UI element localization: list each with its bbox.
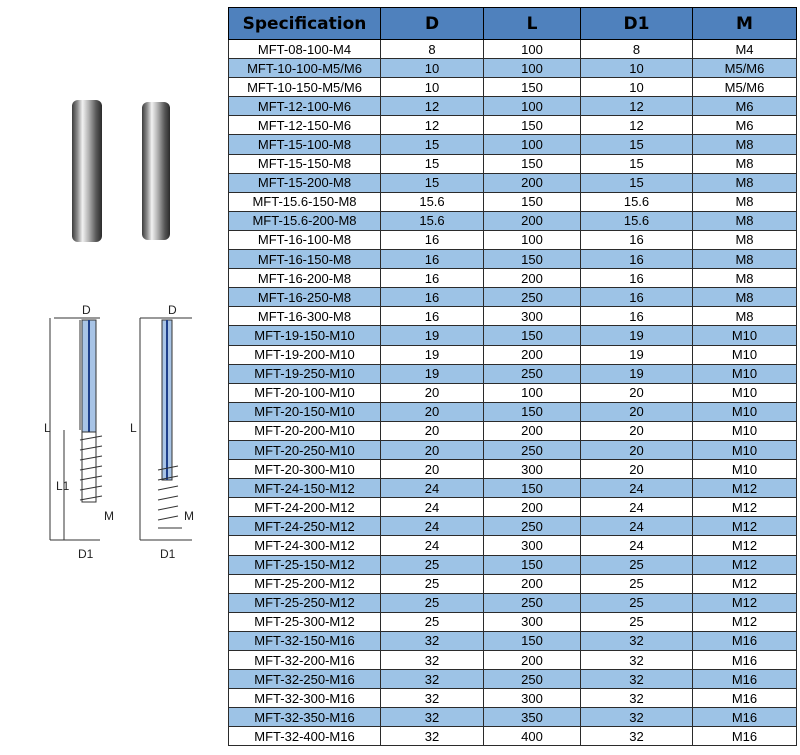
cell-specification: MFT-24-150-M12 [229,479,381,498]
cell-m: M12 [693,498,797,517]
label-m: M [104,509,114,523]
cell-l: 150 [484,631,581,650]
cell-d1: 20 [581,402,693,421]
cell-d1: 24 [581,498,693,517]
cell-specification: MFT-20-250-M10 [229,440,381,459]
cell-d: 16 [381,230,484,249]
cell-m: M6 [693,116,797,135]
cell-m: M16 [693,727,797,746]
cell-d: 20 [381,402,484,421]
table-row [229,230,797,249]
cell-d: 25 [381,612,484,631]
cell-l: 150 [484,326,581,345]
cell-l: 100 [484,230,581,249]
cell-d: 19 [381,364,484,383]
dimension-drawing [20,300,220,580]
cell-d: 20 [381,460,484,479]
cell-d1: 16 [581,269,693,288]
cell-d1: 20 [581,460,693,479]
cell-d1: 16 [581,230,693,249]
table-row [229,727,797,746]
label-d: D [82,303,91,317]
table-row [229,593,797,612]
cell-m: M12 [693,536,797,555]
cell-m: M5/M6 [693,78,797,97]
cell-d: 20 [381,421,484,440]
cell-d: 32 [381,631,484,650]
table-row [229,517,797,536]
cell-m: M8 [693,269,797,288]
cell-d1: 20 [581,421,693,440]
cell-specification: MFT-25-300-M12 [229,612,381,631]
cell-d: 32 [381,689,484,708]
cell-m: M16 [693,631,797,650]
cell-m: M10 [693,421,797,440]
cell-d: 12 [381,116,484,135]
table-row [229,689,797,708]
cell-d1: 32 [581,689,693,708]
cell-specification: MFT-15.6-150-M8 [229,192,381,211]
table-row [229,383,797,402]
cell-l: 300 [484,460,581,479]
cell-m: M12 [693,479,797,498]
cell-m: M8 [693,192,797,211]
cell-l: 100 [484,97,581,116]
cell-d: 32 [381,727,484,746]
rod-photo [50,90,210,250]
cell-d: 20 [381,383,484,402]
cell-m: M8 [693,230,797,249]
cell-d1: 20 [581,440,693,459]
cell-d: 12 [381,97,484,116]
cell-m: M12 [693,612,797,631]
cell-l: 200 [484,574,581,593]
cell-specification: MFT-15-150-M8 [229,154,381,173]
cell-m: M16 [693,689,797,708]
cell-specification: MFT-19-250-M10 [229,364,381,383]
cell-d1: 24 [581,536,693,555]
cell-d: 15 [381,135,484,154]
table-row [229,59,797,78]
table-row [229,97,797,116]
cell-d1: 32 [581,631,693,650]
cell-d: 32 [381,651,484,670]
table-row [229,269,797,288]
cell-l: 100 [484,40,581,59]
cell-d1: 25 [581,574,693,593]
cell-d1: 10 [581,78,693,97]
table-row [229,574,797,593]
table-row [229,78,797,97]
cell-d1: 16 [581,250,693,269]
label-d1: D1 [78,547,94,561]
cell-d: 15 [381,154,484,173]
cell-d: 19 [381,326,484,345]
cell-m: M10 [693,326,797,345]
cell-specification: MFT-15.6-200-M8 [229,211,381,230]
cell-specification: MFT-32-400-M16 [229,727,381,746]
cell-d1: 15.6 [581,211,693,230]
cell-l: 200 [484,421,581,440]
col-d: D [381,8,484,40]
cell-specification: MFT-20-100-M10 [229,383,381,402]
cell-l: 100 [484,383,581,402]
cell-m: M8 [693,211,797,230]
cell-l: 100 [484,59,581,78]
cell-specification: MFT-32-200-M16 [229,651,381,670]
table-row [229,440,797,459]
cell-d1: 12 [581,97,693,116]
cell-m: M10 [693,440,797,459]
cell-l: 150 [484,192,581,211]
header-row [229,8,797,40]
cell-d: 24 [381,479,484,498]
cell-specification: MFT-10-150-M5/M6 [229,78,381,97]
cell-d1: 32 [581,651,693,670]
label-l1: L1 [56,479,70,493]
cell-l: 250 [484,364,581,383]
cell-specification: MFT-32-250-M16 [229,670,381,689]
cell-specification: MFT-24-200-M12 [229,498,381,517]
cell-l: 250 [484,440,581,459]
cell-specification: MFT-32-150-M16 [229,631,381,650]
cell-d1: 12 [581,116,693,135]
cell-m: M10 [693,345,797,364]
cell-d: 20 [381,440,484,459]
cell-l: 150 [484,402,581,421]
cell-d1: 25 [581,555,693,574]
specification-table [228,7,797,746]
cell-specification: MFT-32-350-M16 [229,708,381,727]
cell-d1: 25 [581,593,693,612]
cell-l: 150 [484,116,581,135]
cell-m: M8 [693,250,797,269]
table-row [229,135,797,154]
cell-l: 400 [484,727,581,746]
cell-specification: MFT-16-250-M8 [229,288,381,307]
cell-l: 200 [484,211,581,230]
cell-d1: 24 [581,479,693,498]
table-row [229,345,797,364]
cell-m: M8 [693,135,797,154]
cell-d1: 15.6 [581,192,693,211]
label-l-right: L [130,421,137,435]
cell-l: 150 [484,555,581,574]
table-row [229,421,797,440]
table-row [229,498,797,517]
cell-specification: MFT-25-200-M12 [229,574,381,593]
cell-specification: MFT-08-100-M4 [229,40,381,59]
cell-d: 19 [381,345,484,364]
cell-d1: 16 [581,307,693,326]
cell-m: M8 [693,307,797,326]
cell-d1: 19 [581,326,693,345]
table-row [229,651,797,670]
cell-specification: MFT-20-200-M10 [229,421,381,440]
col-m: M [693,8,797,40]
cell-d: 24 [381,517,484,536]
cell-specification: MFT-15-200-M8 [229,173,381,192]
cell-d: 16 [381,307,484,326]
cell-d: 25 [381,574,484,593]
cell-l: 250 [484,593,581,612]
cell-specification: MFT-24-250-M12 [229,517,381,536]
cell-d1: 8 [581,40,693,59]
table-row [229,479,797,498]
cell-specification: MFT-15-100-M8 [229,135,381,154]
col-d1: D1 [581,8,693,40]
label-m-right: M [184,509,194,523]
cell-specification: MFT-10-100-M5/M6 [229,59,381,78]
table-row [229,250,797,269]
table-row [229,211,797,230]
cell-d: 25 [381,555,484,574]
cell-d1: 15 [581,154,693,173]
label-l: L [44,421,51,435]
cell-d: 10 [381,59,484,78]
rod-photo-right [142,102,170,240]
cell-l: 250 [484,288,581,307]
cell-d1: 24 [581,517,693,536]
cell-m: M10 [693,460,797,479]
cell-d1: 32 [581,727,693,746]
cell-d: 15 [381,173,484,192]
table-row [229,536,797,555]
cell-specification: MFT-12-100-M6 [229,97,381,116]
cell-d: 16 [381,269,484,288]
cell-l: 350 [484,708,581,727]
cell-d1: 10 [581,59,693,78]
cell-m: M16 [693,670,797,689]
cell-l: 250 [484,517,581,536]
cell-specification: MFT-12-150-M6 [229,116,381,135]
cell-d: 16 [381,288,484,307]
cell-specification: MFT-32-300-M16 [229,689,381,708]
cell-d1: 15 [581,135,693,154]
table-row [229,192,797,211]
cell-d1: 20 [581,383,693,402]
col-specification: Specification [229,8,381,40]
cell-d: 25 [381,593,484,612]
cell-m: M8 [693,173,797,192]
table-row [229,154,797,173]
cell-l: 150 [484,250,581,269]
cell-specification: MFT-25-250-M12 [229,593,381,612]
table-row [229,116,797,135]
rod-photo-left [72,100,102,242]
cell-specification: MFT-19-200-M10 [229,345,381,364]
cell-specification: MFT-19-150-M10 [229,326,381,345]
cell-d1: 15 [581,173,693,192]
cell-m: M12 [693,574,797,593]
cell-l: 300 [484,536,581,555]
product-images [0,0,228,755]
table-row [229,670,797,689]
cell-m: M6 [693,97,797,116]
cell-d1: 25 [581,612,693,631]
cell-specification: MFT-20-300-M10 [229,460,381,479]
cell-l: 300 [484,307,581,326]
table-row [229,402,797,421]
cell-l: 200 [484,651,581,670]
cell-d: 32 [381,708,484,727]
cell-m: M8 [693,154,797,173]
col-l: L [484,8,581,40]
table-row [229,364,797,383]
cell-d1: 32 [581,708,693,727]
cell-d: 15.6 [381,192,484,211]
table-row [229,288,797,307]
table-row [229,460,797,479]
cell-l: 150 [484,479,581,498]
cell-specification: MFT-24-300-M12 [229,536,381,555]
cell-d1: 19 [581,364,693,383]
cell-l: 150 [484,154,581,173]
cell-l: 200 [484,345,581,364]
cell-m: M12 [693,593,797,612]
cell-l: 200 [484,173,581,192]
table-row [229,307,797,326]
cell-d: 24 [381,536,484,555]
cell-l: 300 [484,689,581,708]
cell-d1: 16 [581,288,693,307]
cell-specification: MFT-25-150-M12 [229,555,381,574]
cell-specification: MFT-16-200-M8 [229,269,381,288]
cell-m: M12 [693,555,797,574]
cell-specification: MFT-16-100-M8 [229,230,381,249]
table-row [229,173,797,192]
cell-d1: 32 [581,670,693,689]
cell-l: 250 [484,670,581,689]
cell-l: 200 [484,498,581,517]
cell-l: 150 [484,78,581,97]
table-row [229,708,797,727]
cell-d: 16 [381,250,484,269]
cell-d: 32 [381,670,484,689]
cell-m: M16 [693,651,797,670]
cell-specification: MFT-16-150-M8 [229,250,381,269]
cell-l: 300 [484,612,581,631]
cell-m: M10 [693,364,797,383]
cell-m: M12 [693,517,797,536]
label-d-right: D [168,303,177,317]
cell-m: M10 [693,402,797,421]
cell-d: 24 [381,498,484,517]
cell-specification: MFT-16-300-M8 [229,307,381,326]
cell-d: 15.6 [381,211,484,230]
cell-m: M16 [693,708,797,727]
table-row [229,555,797,574]
cell-d1: 19 [581,345,693,364]
cell-m: M8 [693,288,797,307]
table-row [229,326,797,345]
cell-m: M5/M6 [693,59,797,78]
cell-m: M4 [693,40,797,59]
cell-specification: MFT-20-150-M10 [229,402,381,421]
table-row [229,40,797,59]
cell-l: 100 [484,135,581,154]
label-d1-right: D1 [160,547,176,561]
table-row [229,612,797,631]
cell-d: 8 [381,40,484,59]
cell-m: M10 [693,383,797,402]
cell-d: 10 [381,78,484,97]
cell-l: 200 [484,269,581,288]
table-body [229,40,797,746]
table-row [229,631,797,650]
